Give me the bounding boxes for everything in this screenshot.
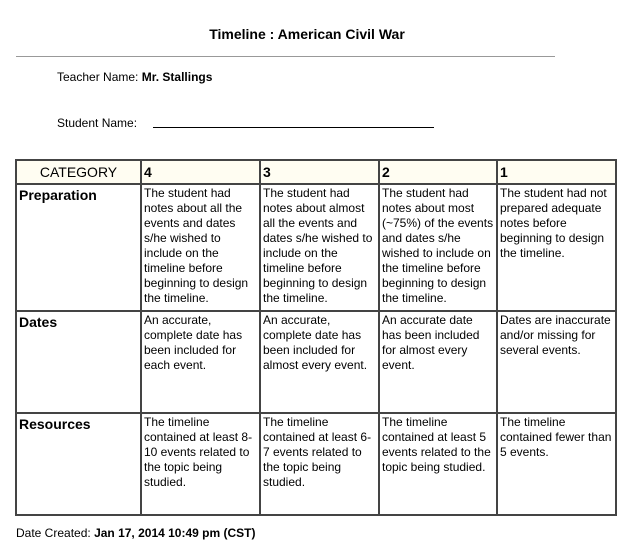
teacher-name-label: Teacher Name:: [57, 70, 139, 84]
student-name-blank-line: [153, 127, 434, 128]
teacher-name-value: Mr. Stallings: [141, 70, 213, 84]
table-cell: The student had notes about almost all the events and dates s/he wished to include on the timeline before beginning to design the timeline.: [260, 184, 379, 311]
teacher-name: [57, 70, 212, 84]
table-row: [16, 311, 616, 413]
table-cell: The student had notes about all the events and dates s/he wished to include on the timeline before beginning to design the timeline.: [141, 184, 260, 311]
table-cell: The student had notes about most (~75%) of the events and dates s/he wished to include on the timeline before beginning to design the timeline.: [379, 184, 497, 311]
divider: [16, 56, 555, 57]
table-cell: The student had not prepared adequate notes before beginning to design the timeline.: [497, 184, 616, 311]
table-cell: An accurate, complete date has been included for each event.: [141, 311, 260, 413]
header-category: CATEGORY: [16, 160, 141, 184]
table-row: [16, 184, 616, 311]
row-category: Dates: [16, 311, 141, 413]
table-cell: An accurate, complete date has been included for almost every event.: [260, 311, 379, 413]
table-cell: The timeline contained fewer than 5 events.: [497, 413, 616, 515]
table-cell: The timeline contained at least 8-10 events related to the topic being studied.: [141, 413, 260, 515]
date-created-label: Date Created:: [16, 526, 91, 540]
table-header-row: [16, 160, 616, 184]
page-title: Timeline : American Civil War: [209, 26, 405, 42]
table-cell: The timeline contained at least 5 events related to the topic being studied.: [379, 413, 497, 515]
row-category: Preparation: [16, 184, 141, 311]
table-cell: The timeline contained at least 6-7 events related to the topic being studied.: [260, 413, 379, 515]
header-score-1: 1: [497, 160, 616, 184]
table-cell: Dates are inaccurate and/or missing for several events.: [497, 311, 616, 413]
header-score-2: 2: [379, 160, 497, 184]
rubric-table: [15, 159, 617, 516]
header-score-3: 3: [260, 160, 379, 184]
header-score-4: 4: [141, 160, 260, 184]
table-row: [16, 413, 616, 515]
table-cell: An accurate date has been included for almost every event.: [379, 311, 497, 413]
date-created-value: Jan 17, 2014 10:49 pm (CST): [94, 526, 256, 540]
row-category: Resources: [16, 413, 141, 515]
student-name-label: Student Name:: [57, 116, 138, 130]
date-created: [16, 526, 255, 540]
